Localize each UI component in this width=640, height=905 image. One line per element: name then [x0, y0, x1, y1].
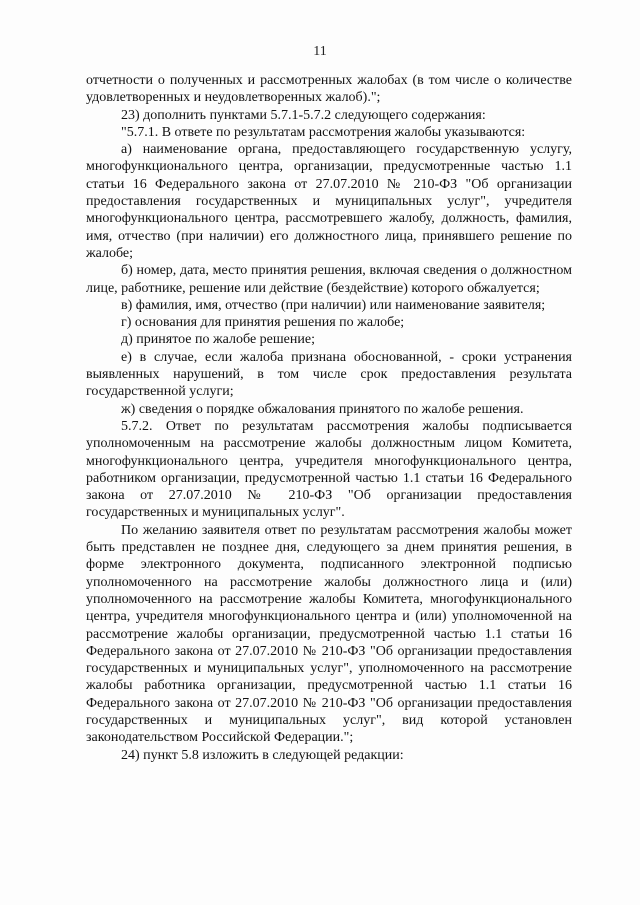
- paragraph-5-7-1: "5.7.1. В ответе по результатам рассмотрения жалобы указываются:: [121, 124, 526, 140]
- paragraph-item-23: 23) дополнить пунктами 5.7.1-5.7.2 следующего содержания:: [121, 107, 486, 123]
- paragraph-b: б) номер, дата, место принятия решения, включая сведения о должностном лице, работнике, решение или действие (бездействие) которого обжалуется;: [86, 263, 572, 296]
- paragraph-e: е) в случае, если жалоба признана обоснованной, - сроки устранения выявленных нарушений, в том числе срок предоставления результата государственной услуги;: [86, 349, 572, 400]
- paragraph-v: в) фамилия, имя, отчество (при наличии) или наименование заявителя;: [121, 297, 546, 313]
- paragraph-d: д) принятое по жалобе решение;: [121, 332, 315, 348]
- paragraph-zh: ж) сведения о порядке обжалования принятого по жалобе решения.: [121, 401, 524, 417]
- paragraph-continuation: отчетности о полученных и рассмотренных жалобах (в том числе о количестве удовлетворенных и неудовлетворенных жалоб).";: [86, 73, 572, 106]
- paragraph-item-24: 24) пункт 5.8 изложить в следующей редакции:: [121, 747, 404, 763]
- paragraph-a: а) наименование органа, предоставляющего государственную услугу, многофункционального центра, организации, предусмотренные частью 1.1 статьи 16 Федерального закона от 27.07.2010 № 210-ФЗ "Об организации предоставления государственных и муниципальных услуг", учредителя многофункционального центра, рассмотревшего жалобу, должность, фамилия, имя, отчество (при наличии) его должностного лица, принявшего решение по жалобе;: [86, 142, 572, 261]
- document-body: [86, 72, 572, 764]
- paragraph-electronic-answer: По желанию заявителя ответ по результатам рассмотрения жалобы может быть представлен не позднее дня, следующего за днем принятия решения, в форме электронного документа, подписанного электронной подписью уполномоченного на рассмотрение жалобы должностного лица и (или) уполномоченного на рассмотрение жалобы Комитета, многофункционального центра, учредителя многофункционального центра и (или) уполномоченной на рассмотрение жалобы организации, предусмотренной частью 1.1 статьи 16 Федерального закона от 27.07.2010 № 210-ФЗ "Об организации предоставления государственных и муниципальных услуг", уполномоченного на рассмотрение жалобы работника организации, предусмотренной частью 1.1 статьи 16 Федерального закона от 27.07.2010 № 210-ФЗ "Об организации предоставления государственных и муниципальных услуг", вид которой установлен законодательством Российской Федерации.";: [86, 522, 572, 746]
- page-number: 11: [313, 44, 327, 59]
- paragraph-5-7-2: 5.7.2. Ответ по результатам рассмотрения жалобы подписывается уполномоченным на рассмотрение жалобы должностным лицом Комитета, многофункционального центра, учредителя многофункционального центра, работником организации, предусмотренной частью 1.1 статьи 16 Федерального закона от 27.07.2010 № 210-ФЗ "Об организации предоставления государственных и муниципальных услуг".: [86, 418, 572, 521]
- paragraph-g: г) основания для принятия решения по жалобе;: [121, 315, 405, 331]
